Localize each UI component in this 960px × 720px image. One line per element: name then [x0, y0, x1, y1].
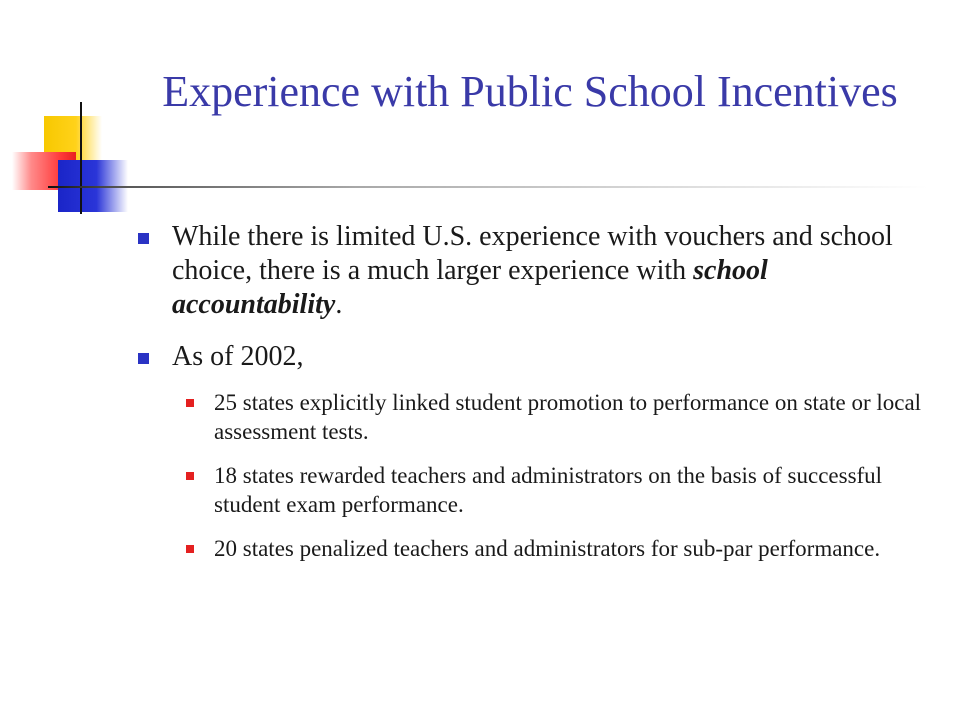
sub-bullet-text: 25 states explicitly linked student promotion to performance on state or local assessment tests. [214, 390, 922, 444]
square-bullet-icon [138, 233, 149, 244]
slide-title: Experience with Public School Incentives [162, 67, 898, 116]
square-sub-bullet-icon [186, 399, 194, 407]
bullet-text-end: . [335, 289, 343, 320]
square-bullet-icon [138, 353, 149, 364]
sub-bullet-item [134, 388, 934, 446]
square-sub-bullet-icon [186, 545, 194, 553]
sub-bullet-text: 20 states penalized teachers and administrators for sub-par performance. [214, 536, 881, 561]
bullet-item [134, 220, 934, 322]
emphasized-text: school accountability [172, 255, 768, 320]
square-sub-bullet-icon [186, 472, 194, 480]
vertical-rule [80, 102, 82, 214]
slide-body [134, 220, 934, 578]
sub-bullet-text: 18 states rewarded teachers and administrators on the basis of successful student exam performance. [214, 463, 883, 517]
title-underline-rule [48, 186, 928, 188]
sub-bullet-item [134, 461, 934, 519]
bullet-text: As of 2002, [172, 341, 304, 372]
bullet-item [134, 340, 934, 374]
bullet-text: While there is limited U.S. experience with vouchers and school choice, there is a much larger experience with [172, 221, 893, 286]
sub-bullet-item [134, 534, 934, 563]
sub-bullet-list [134, 388, 934, 563]
